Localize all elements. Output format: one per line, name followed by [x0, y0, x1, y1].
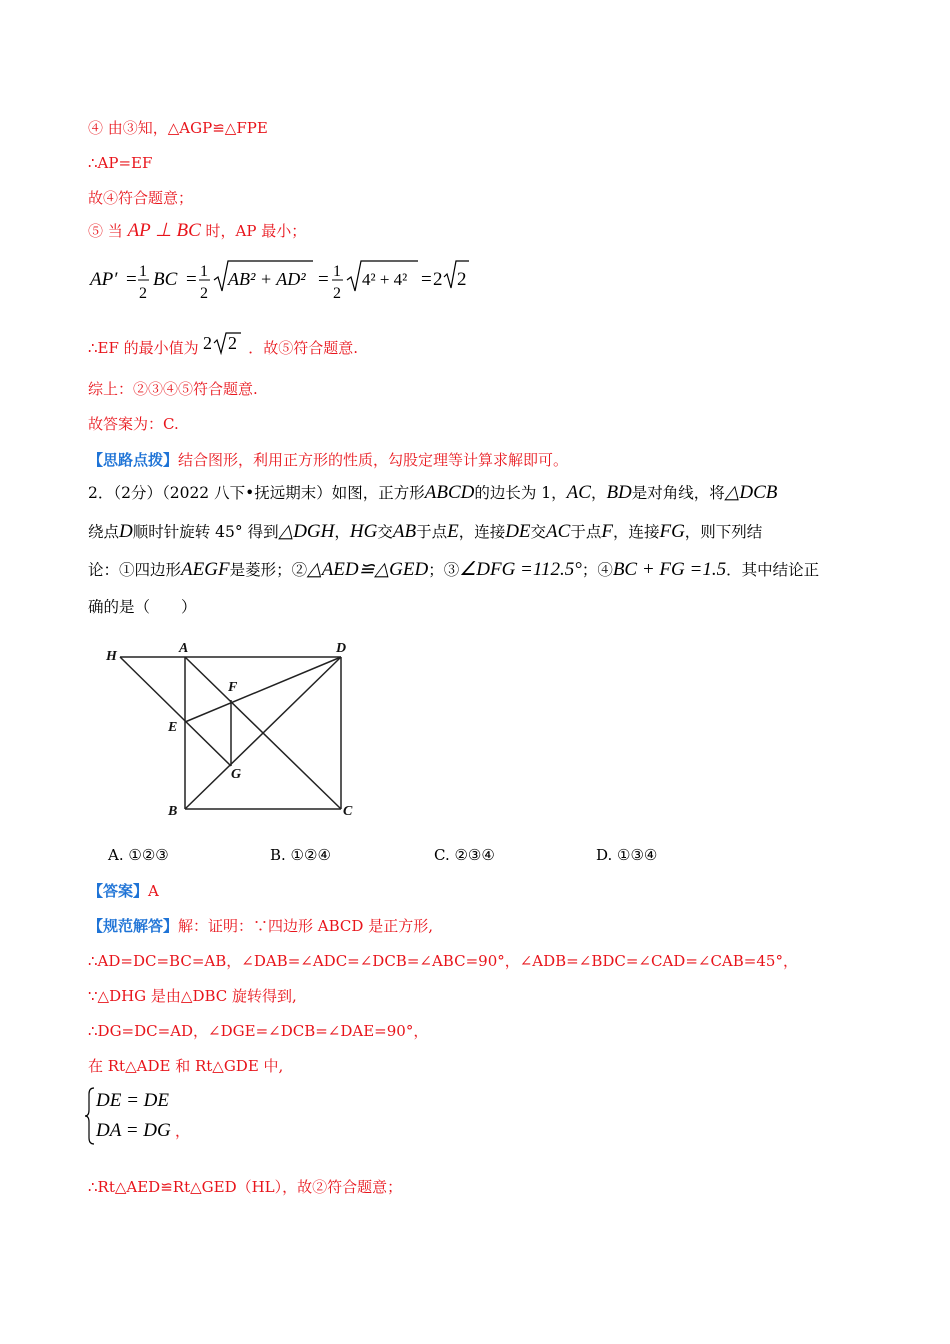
solution-line-5: 在 Rt△ADE 和 Rt△GDE 中,: [88, 1057, 284, 1075]
ef-min-prefix: ∴EF 的最小值为: [88, 339, 199, 357]
system-eq-1: DE = DE: [96, 1090, 169, 1111]
hint-text: 结合图形，利用正方形的性质，勾股定理等计算求解即可。: [178, 451, 569, 469]
answer-value: A: [148, 882, 159, 900]
formula-radicand-2: 4² + 4²: [362, 270, 408, 289]
label-F: F: [228, 680, 238, 695]
formula-half-num-3: 1: [333, 263, 341, 280]
formula-lhs: AP′: [90, 269, 118, 290]
label-C: C: [343, 804, 353, 819]
label-B: B: [168, 804, 178, 819]
question-line-2: 绕点D顺时针旋转 45° 得到△DGH，HG交AB于点E，连接DE交AC于点F，连接FG，则下列结: [88, 521, 763, 542]
solution-line-1: 【规范解答】解：证明：∵四边形 ABCD 是正方形,: [88, 917, 433, 935]
solution-tag: 【规范解答】: [88, 917, 179, 935]
summary-line: 综上：②③④⑤符合题意.: [88, 380, 258, 398]
formula-half-den-3: 2: [333, 285, 341, 302]
question-line-1: 2．（2分）（2022 八下•抚远期末）如图，正方形ABCD的边长为 1，AC，BD是对角线，将△DCB: [88, 482, 778, 503]
step-4-line: ④ 由③知，△AGP≌△FPE: [88, 119, 268, 137]
option-c: C. ②③④: [434, 846, 495, 864]
formula-result-coef: 2: [433, 269, 443, 290]
equation-system: [84, 1086, 224, 1146]
system-eq-2: DA = DG: [96, 1120, 171, 1141]
question-line-3: 论：①四边形AEGF是菱形；②△AED≌△GED；③∠DFG =112.5°；④BC + FG =1.5．其中结论正: [88, 559, 820, 580]
option-a: A. ①②③: [108, 846, 169, 864]
segment-HG: [120, 657, 231, 766]
formula-half-den: 2: [139, 285, 147, 302]
ef-min-line: [88, 331, 358, 359]
solution-line-6: ∴Rt△AED≌Rt△GED（HL），故②符合题意；: [88, 1178, 403, 1196]
geometry-figure: [100, 636, 370, 826]
formula-half-num: 1: [139, 263, 147, 280]
formula-radicand-1: AB² + AD²: [228, 269, 306, 289]
svg-text:2: 2: [203, 333, 213, 353]
svg-text:2: 2: [228, 333, 238, 353]
ap-min-formula: [88, 255, 488, 305]
answer-tag: 【答案】: [88, 882, 149, 900]
solution-line-2: ∴AD=DC=BC=AB，∠DAB=∠ADC=∠DCB=∠ABC=90°，∠ADB=∠BDC=∠CAD=∠CAB=45°，: [88, 952, 798, 970]
option-b: B. ①②④: [270, 846, 331, 864]
step-5-prefix: ⑤ 当: [88, 222, 123, 240]
label-E: E: [168, 720, 178, 735]
svg-text:=: =: [186, 269, 197, 290]
label-H: H: [106, 649, 117, 664]
solution-line-3: ∵△DHG 是由△DBC 旋转得到,: [88, 987, 297, 1005]
system-tail: ，: [175, 1124, 191, 1140]
ef-min-value: [203, 331, 243, 359]
step-5-line: [88, 221, 306, 241]
formula-half-den-2: 2: [200, 285, 208, 302]
label-D: D: [336, 641, 347, 656]
step-5-suffix: 时，AP 最小；: [205, 222, 307, 240]
option-d: D. ①③④: [596, 846, 658, 864]
step-5-math: AP ⊥ BC: [127, 220, 201, 241]
step-4-conclusion: 故④符合题意；: [88, 189, 194, 207]
formula-half-num-2: 1: [200, 263, 208, 280]
ap-equals-ef-line: ∴AP=EF: [88, 154, 153, 172]
segment-DE: [185, 657, 341, 722]
hint-tag: 【思路点拨】: [88, 451, 179, 469]
svg-text:=: =: [421, 269, 432, 290]
label-G: G: [231, 767, 242, 782]
label-A: A: [179, 641, 189, 656]
formula-bc: BC: [153, 269, 178, 290]
ef-min-suffix: ．故⑤符合题意.: [248, 339, 359, 357]
answer-c-line: 故答案为：C.: [88, 415, 179, 433]
question-line-4: 确的是（ ）: [88, 598, 197, 616]
solution-line-4: ∴DG=DC=AD，∠DGE=∠DCB=∠DAE=90°，: [88, 1022, 429, 1040]
hint-line: [88, 450, 568, 470]
svg-text:=: =: [318, 269, 329, 290]
answer-line: [88, 881, 159, 901]
formula-result-rad: 2: [457, 269, 467, 290]
svg-text:=: =: [126, 269, 137, 290]
